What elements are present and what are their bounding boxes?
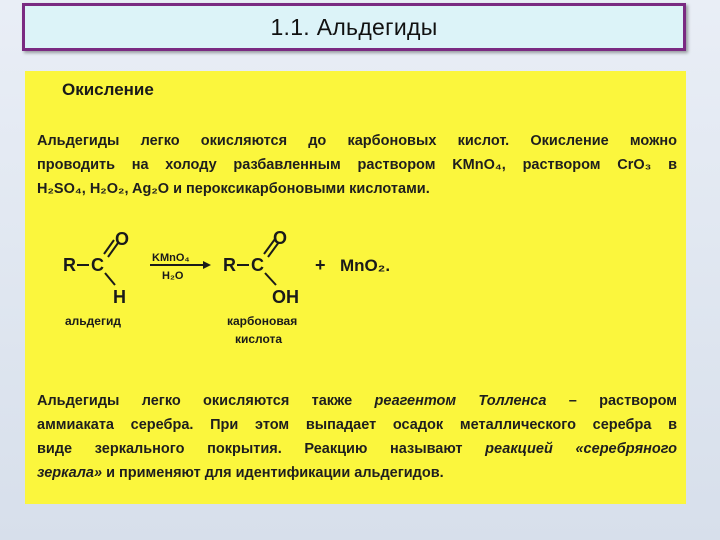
reactant-r: R bbox=[63, 255, 76, 275]
reagent-bottom: H₂O bbox=[162, 270, 184, 282]
reactant-o: O bbox=[115, 229, 130, 249]
content-panel bbox=[25, 71, 686, 504]
plus-sign: + bbox=[315, 255, 326, 275]
product-label-line2: кислота bbox=[235, 332, 283, 346]
text-run: виде зеркального покрытия. Реакцию называют bbox=[37, 441, 486, 457]
paragraph-oxidation bbox=[37, 129, 677, 201]
paragraph-line bbox=[37, 389, 677, 413]
term-silver-mirror-end: зеркала» bbox=[37, 465, 103, 481]
product-oh: OH bbox=[272, 287, 299, 307]
reactant-h: H bbox=[113, 287, 126, 307]
paragraph-tollens bbox=[37, 389, 677, 485]
paragraph-line: проводить на холоду разбавленным раствором KMnO₄, раствором CrO₃ в bbox=[37, 157, 677, 173]
reagent-top: KMnO₄ bbox=[152, 252, 190, 264]
text-run: Альдегиды легко окисляются также bbox=[37, 393, 375, 409]
term-silver-mirror: реакцией «серебряного bbox=[485, 441, 678, 457]
paragraph-line bbox=[37, 437, 677, 461]
text-run: – раствором bbox=[546, 393, 677, 409]
byproduct: MnO₂. bbox=[340, 256, 391, 275]
product-o: O bbox=[273, 228, 288, 248]
text-run: и применяют для идентификации альдегидов. bbox=[102, 465, 444, 481]
paragraph-line: H₂SO₄, H₂O₂, Ag₂O и пероксикарбоновыми кислотами. bbox=[37, 181, 430, 197]
paragraph-line: аммиаката серебра. При этом выпадает осадок металлического серебра в bbox=[37, 417, 677, 433]
reactant-bond-ch bbox=[105, 273, 115, 285]
slide-title-box bbox=[22, 3, 686, 51]
reaction-arrow-head bbox=[203, 261, 211, 269]
paragraph-line: Альдегиды легко окисляются до карбоновых кислот. Окисление можно bbox=[37, 133, 677, 149]
term-tollens-reagent: реагентом Толленса bbox=[374, 393, 547, 409]
product-label-line1: карбоновая bbox=[227, 314, 298, 328]
slide-title: 1.1. Альдегиды bbox=[270, 13, 438, 40]
product-bond-coh bbox=[265, 273, 276, 285]
paragraph-line bbox=[37, 461, 677, 485]
product-r: R bbox=[223, 255, 236, 275]
reaction-scheme bbox=[25, 221, 686, 361]
reactant-label: альдегид bbox=[65, 314, 121, 328]
product-c: C bbox=[251, 255, 264, 275]
section-heading: Окисление bbox=[62, 80, 154, 99]
reactant-c: C bbox=[91, 255, 104, 275]
